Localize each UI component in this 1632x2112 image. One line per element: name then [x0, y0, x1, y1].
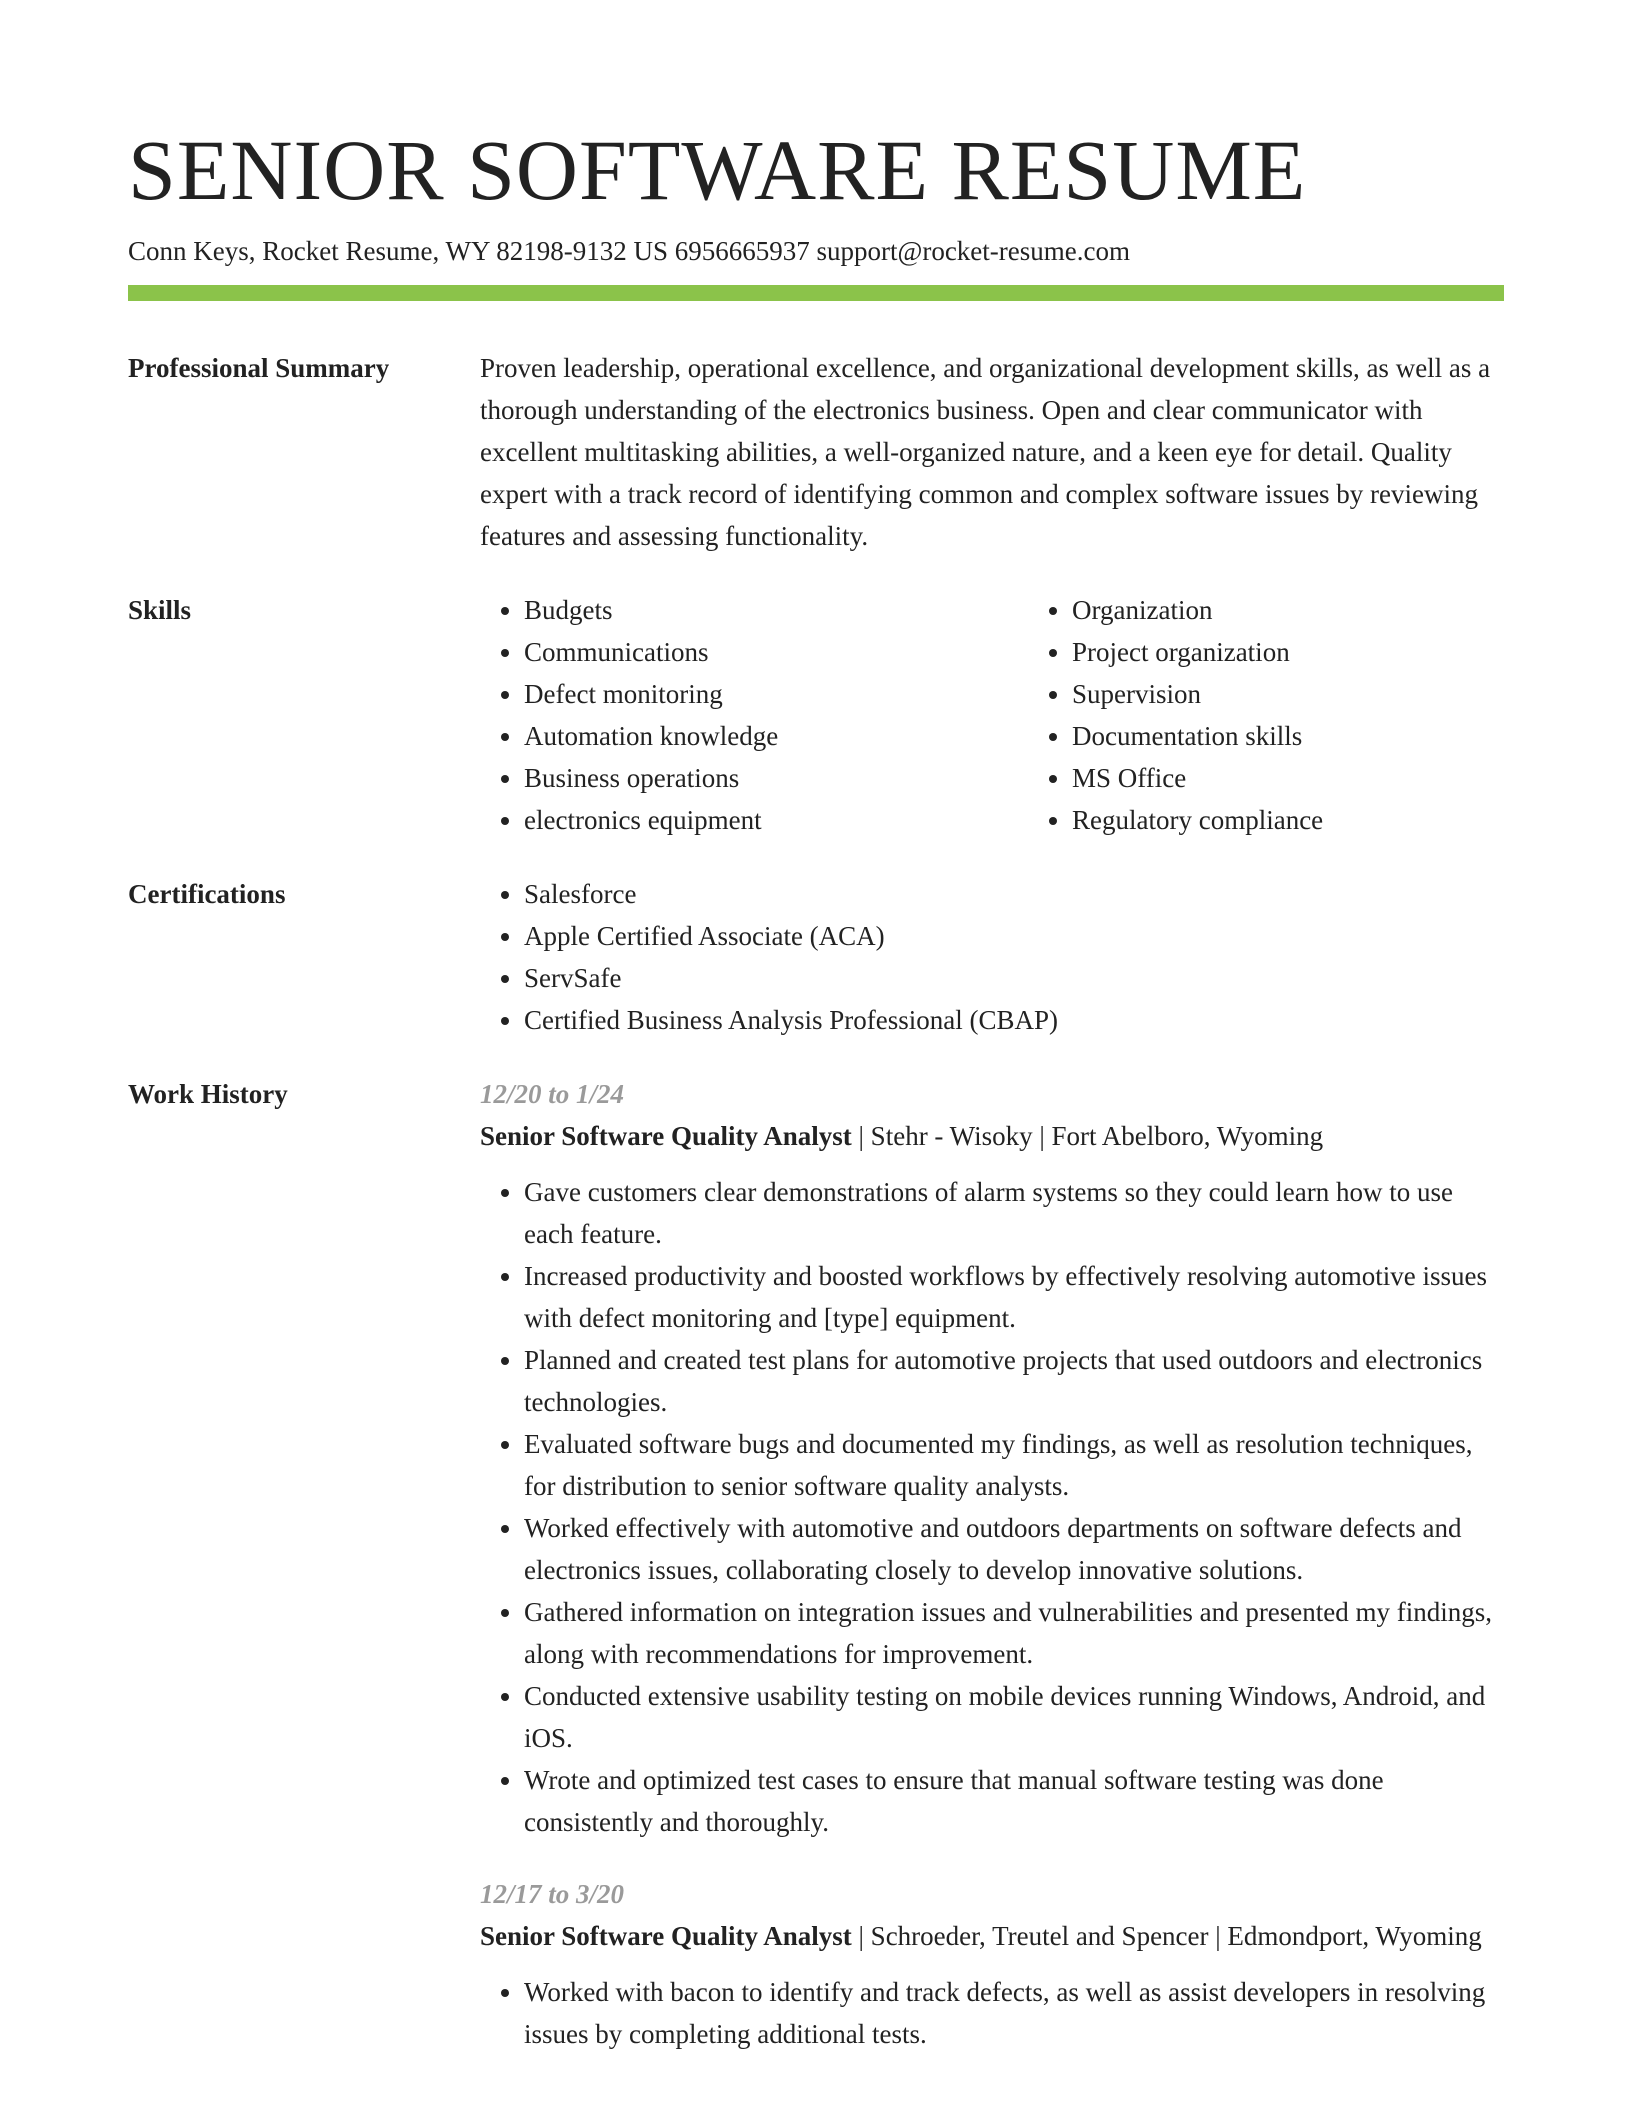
skills-column-2 [1028, 589, 1532, 841]
job-entry [480, 1073, 1504, 1843]
skill-item: • Supervision [1072, 673, 1532, 715]
job-title: Senior Software Quality Analyst [480, 1121, 852, 1151]
job-duties-list [480, 1971, 1504, 2055]
job-header [480, 1915, 1504, 1957]
job-employer-location: | Schroeder, Treutel and Spencer | Edmondport, Wyoming [851, 1921, 1482, 1951]
skills-column-1 [480, 589, 984, 841]
section-heading-work-history: Work History [128, 1079, 288, 1109]
page-title: SENIOR SOFTWARE RESUME [128, 122, 1307, 218]
skill-item: • MS Office [1072, 757, 1532, 799]
work-history-list [480, 1073, 1504, 2055]
skill-item: • Business operations [524, 757, 984, 799]
job-duty: • Gathered information on integration issues and vulnerabilities and presented my findings, along with recommendations for improvement. [524, 1591, 1504, 1675]
job-title: Senior Software Quality Analyst [480, 1921, 852, 1951]
skill-item: • Organization [1072, 589, 1532, 631]
job-duty: • Worked with bacon to identify and track defects, as well as assist developers in resolving issues by completing additional tests. [524, 1971, 1504, 2055]
contact-line: Conn Keys, Rocket Resume, WY 82198-9132 US 6956665937 support@rocket-resume.com [128, 236, 1130, 266]
job-employer-location: | Stehr - Wisoky | Fort Abelboro, Wyoming [851, 1121, 1324, 1151]
certifications-list [480, 873, 1504, 1041]
skills-section [128, 589, 1504, 841]
skill-item: • Documentation skills [1072, 715, 1532, 757]
skill-item: • electronics equipment [524, 799, 984, 841]
certification-item: • Certified Business Analysis Professional (CBAP) [524, 999, 1504, 1041]
section-heading-certifications: Certifications [128, 879, 286, 909]
job-duty: • Increased productivity and boosted workflows by effectively resolving automotive issues with defect monitoring and [type] equipment. [524, 1255, 1504, 1339]
job-duties-list [480, 1171, 1504, 1843]
certification-item: • ServSafe [524, 957, 1504, 999]
certifications-section [128, 873, 1504, 1041]
skill-item: • Communications [524, 631, 984, 673]
resume-header [128, 118, 1504, 268]
job-duty: • Conducted extensive usability testing on mobile devices running Windows, Android, and iOS. [524, 1675, 1504, 1759]
job-entry [480, 1873, 1504, 2055]
section-heading-summary: Professional Summary [128, 353, 390, 383]
job-dates: 12/17 to 3/20 [480, 1879, 625, 1909]
job-dates: 12/20 to 1/24 [480, 1079, 625, 1109]
job-duty: • Planned and created test plans for automotive projects that used outdoors and electronics technologies. [524, 1339, 1504, 1423]
job-duty: • Worked effectively with automotive and outdoors departments on software defects and electronics issues, collaborating closely to develop innovative solutions. [524, 1507, 1504, 1591]
skill-item: • Automation knowledge [524, 715, 984, 757]
certification-item: • Salesforce [524, 873, 1504, 915]
job-duty: • Wrote and optimized test cases to ensure that manual software testing was done consistently and thoroughly. [524, 1759, 1504, 1843]
job-duty: • Evaluated software bugs and documented my findings, as well as resolution techniques, for distribution to senior software quality analysts. [524, 1423, 1504, 1507]
skill-item: • Project organization [1072, 631, 1532, 673]
skills-list [480, 589, 1504, 841]
summary-section [128, 347, 1504, 557]
job-duty: • Gave customers clear demonstrations of alarm systems so they could learn how to use each feature. [524, 1171, 1504, 1255]
job-header [480, 1115, 1504, 1157]
accent-divider [128, 285, 1504, 301]
work-history-section [128, 1073, 1504, 2055]
section-heading-skills: Skills [128, 595, 192, 625]
skill-item: • Budgets [524, 589, 984, 631]
skill-item: • Defect monitoring [524, 673, 984, 715]
summary-text: Proven leadership, operational excellence, and organizational development skills, as well as a thorough understanding of the electronics business. Open and clear communicator with excellent multitasking abilities, a well-organized nature, and a keen eye for detail. Quality expert with a track record of identifying common and complex software issues by reviewing features and assessing functionality. [480, 353, 1491, 551]
certification-item: • Apple Certified Associate (ACA) [524, 915, 1504, 957]
skill-item: • Regulatory compliance [1072, 799, 1532, 841]
